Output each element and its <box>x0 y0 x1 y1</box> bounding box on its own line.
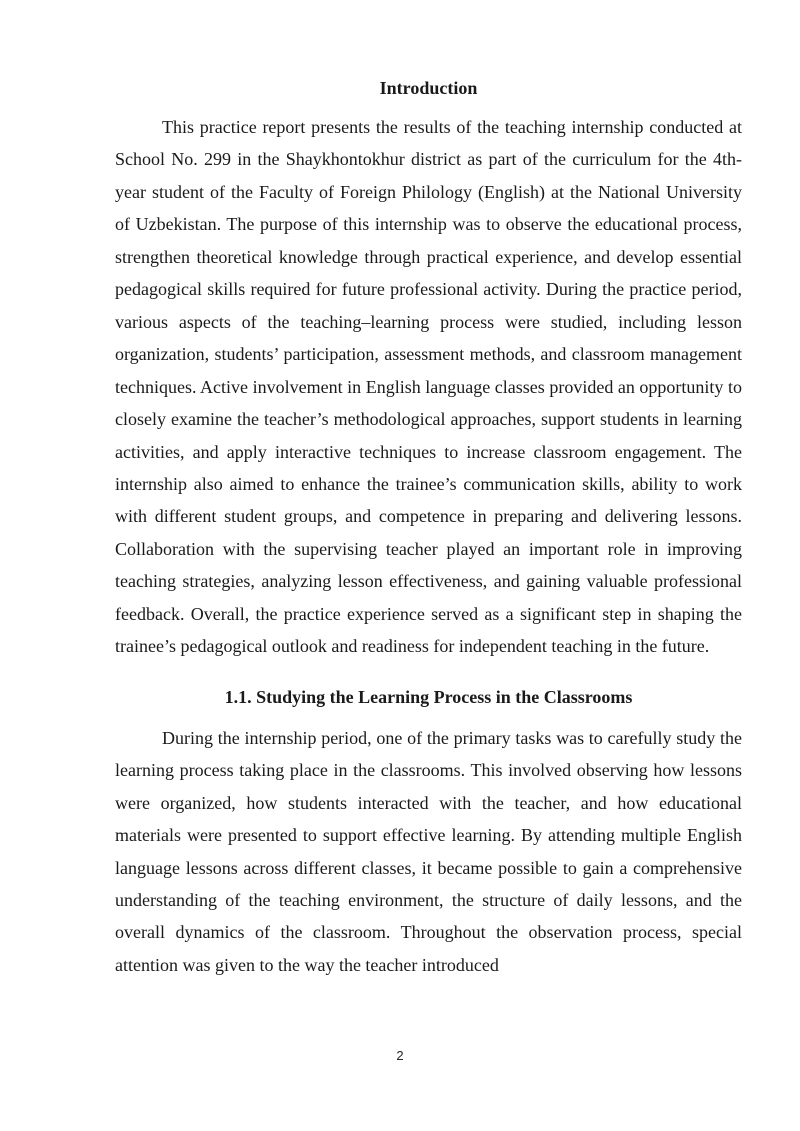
section-heading: 1.1. Studying the Learning Process in the Classrooms <box>224 686 633 707</box>
document-page <box>115 72 742 981</box>
intro-paragraph: This practice report presents the results of the teaching internship conducted at School No. 299 in the Shaykhontokhur district as part of the curriculum for the 4th-year student of the Faculty of Foreign Philology (English) at the National University of Uzbekistan. The purpose of this internship was to observe the educational process, strengthen theoretical knowledge through practical experience, and develop essential pedagogical skills required for future professional activity. During the practice period, various aspects of the teaching–learning process were studied, including lesson organization, students’ participation, assessment methods, and classroom management techniques. Active involvement in English language classes provided an opportunity to closely examine the teacher’s methodological approaches, support students in learning activities, and apply interactive techniques to increase classroom engagement. The internship also aimed to enhance the trainee’s communication skills, ability to work with different student groups, and competence in preparing and delivering lessons. Collaboration with the supervising teacher played an important role in improving teaching strategies, analyzing lesson effectiveness, and gaining valuable professional feedback. Overall, the practice experience served as a significant step in shaping the trainee’s pedagogical outlook and readiness for independent teaching in the future. <box>115 117 742 657</box>
section-paragraph: During the internship period, one of the primary tasks was to carefully study the learning process taking place in the classrooms. This involved observing how lessons were organized, how students interacted with the teacher, and how educational materials were presented to support effective learning. By attending multiple English language lessons across different classes, it became possible to gain a comprehensive understanding of the teaching environment, the structure of daily lessons, and the overall dynamics of the classroom. Throughout the observation process, special attention was given to the way the teacher introduced <box>115 727 742 975</box>
page-number: 2 <box>396 1048 404 1063</box>
page-title: Introduction <box>379 78 478 98</box>
